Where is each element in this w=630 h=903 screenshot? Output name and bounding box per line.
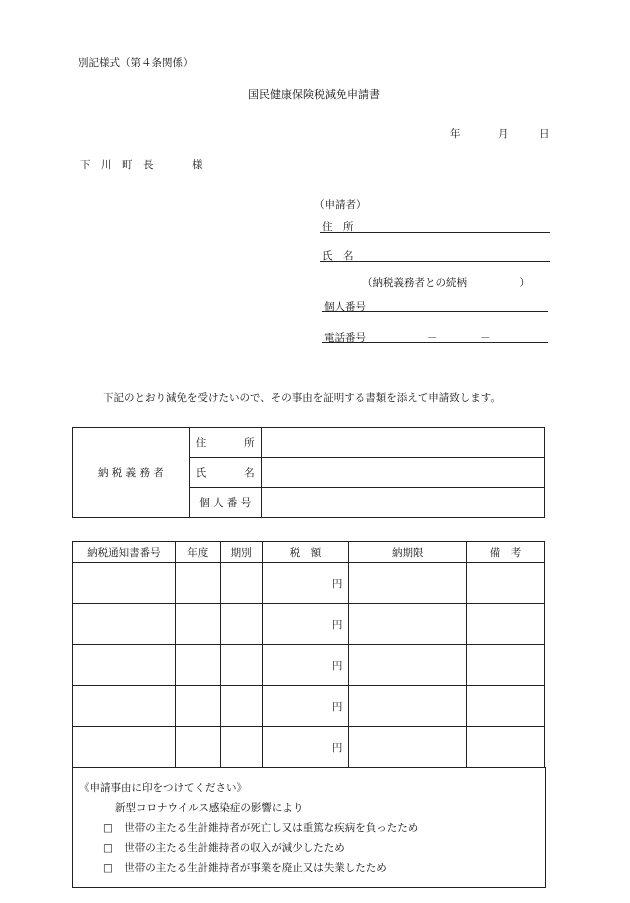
applicant-heading: （申請者） [314,199,367,211]
remarks-cell[interactable] [467,727,545,768]
table-row [73,563,545,604]
period-cell[interactable] [220,604,262,645]
applicant-address-label: 住 所 [322,221,354,233]
applicant-phone-label: 電話番号 [324,332,366,344]
taxpayer-id-label: 個 人 番 号 [189,488,261,518]
remarks-cell[interactable] [467,686,545,727]
date-year: 年 [450,128,461,140]
header-remarks: 備 考 [467,542,545,563]
reason-item [103,840,345,855]
taxpayer-table [72,427,545,518]
reasons-cause: 新型コロナウイルス感染症の影響により [115,802,304,814]
phone-dash-1: － [427,332,438,344]
applicant-phone-field[interactable] [322,342,548,343]
taxpayer-id-field[interactable] [261,488,544,518]
applicant-name-label: 氏 名 [322,250,354,262]
period-cell[interactable] [220,727,262,768]
remarks-cell[interactable] [467,645,545,686]
taxpayer-address-label: 住 所 [189,428,261,458]
applicant-address-field[interactable] [320,232,550,233]
header-notice-number: 納税通知書番号 [73,542,176,563]
relationship-note: （納税義務者との続柄 ） [362,277,530,289]
period-cell[interactable] [220,686,262,727]
fiscal-year-cell[interactable] [175,563,220,604]
header-period: 期別 [220,542,262,563]
notice-number-cell[interactable] [73,563,176,604]
fiscal-year-cell[interactable] [175,604,220,645]
reason-checkbox[interactable]: □ [103,822,113,834]
honorific: 様 [192,159,203,171]
due-date-cell[interactable] [349,686,467,727]
form-number: 別記様式（第４条関係） [78,57,194,69]
tax-amount-cell[interactable]: 円 [262,604,349,645]
reason-text: 世帯の主たる生計維持者が事業を廃止又は失業したため [124,862,387,874]
reason-text: 世帯の主たる生計維持者が死亡し又は重篤な疾病を負ったため [124,822,419,834]
due-date-cell[interactable] [349,645,467,686]
fiscal-year-cell[interactable] [175,686,220,727]
tax-amount-cell[interactable]: 円 [262,686,349,727]
table-row [73,604,545,645]
reasons-heading: 《申請事由に印をつけてください》 [79,782,247,794]
reason-item [103,860,387,875]
date-month: 月 [498,128,509,140]
tax-amount-cell[interactable]: 円 [262,563,349,604]
applicant-id-label: 個人番号 [324,301,366,313]
applicant-name-field[interactable] [320,261,550,262]
tax-amount-cell[interactable]: 円 [262,727,349,768]
fiscal-year-cell[interactable] [175,645,220,686]
table-row [73,727,545,768]
header-fiscal-year: 年度 [175,542,220,563]
request-statement: 下記のとおり減免を受けたいので、その事由を証明する書類を添えて申請致します。 [103,392,501,404]
table-row [73,686,545,727]
taxpayer-name-field[interactable] [261,458,544,488]
notice-number-cell[interactable] [73,604,176,645]
page-title: 国民健康保険税減免申請書 [248,88,380,101]
due-date-cell[interactable] [349,563,467,604]
due-date-cell[interactable] [349,727,467,768]
remarks-cell[interactable] [467,563,545,604]
header-tax-amount: 税 額 [262,542,349,563]
notice-number-cell[interactable] [73,727,176,768]
taxpayer-section-label: 納 税 義 務 者 [73,428,190,518]
table-row [73,645,545,686]
reason-checkbox[interactable]: □ [103,862,113,874]
due-date-cell[interactable] [349,604,467,645]
header-due-date: 納期限 [349,542,467,563]
tax-details-table [72,541,545,768]
fiscal-year-cell[interactable] [175,727,220,768]
addressee: 下 川 町 長 [80,159,154,171]
reason-item [103,820,418,835]
notice-number-cell[interactable] [73,645,176,686]
notice-number-cell[interactable] [73,686,176,727]
taxpayer-name-label: 氏 名 [189,458,261,488]
reason-text: 世帯の主たる生計維持者の収入が減少したため [124,842,345,854]
reasons-section [72,767,546,888]
taxpayer-address-field[interactable] [261,428,544,458]
period-cell[interactable] [220,563,262,604]
tax-amount-cell[interactable]: 円 [262,645,349,686]
phone-dash-2: － [480,332,491,344]
reason-checkbox[interactable]: □ [103,842,113,854]
period-cell[interactable] [220,645,262,686]
date-day: 日 [539,128,550,140]
applicant-id-field[interactable] [322,311,548,312]
remarks-cell[interactable] [467,604,545,645]
